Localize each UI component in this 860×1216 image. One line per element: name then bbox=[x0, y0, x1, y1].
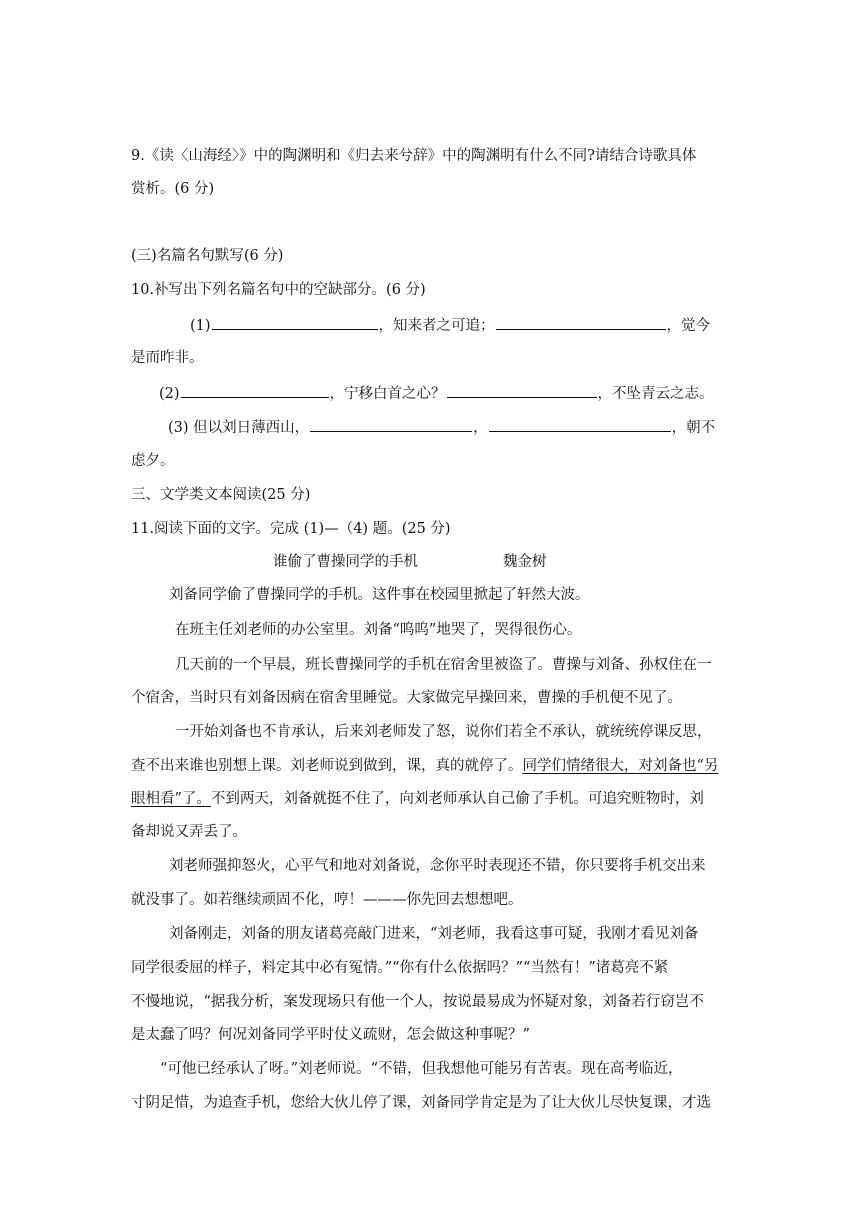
q10-title: 10.补写出下列名篇名句中的空缺部分。(6 分) bbox=[131, 282, 426, 298]
article-paragraph-4-line-3 bbox=[131, 789, 704, 809]
q10-blank-1a[interactable] bbox=[212, 315, 378, 330]
article-paragraph-5-line-2: 就没事了。如若继续顽固不化，哼！———你先回去想想吧。 bbox=[131, 892, 523, 908]
article-paragraph-6-line-1: 刘备刚走，刘备的朋友诸葛亮敲门进来，“刘老师，我看这事可疑，我刚才看见刘备 bbox=[169, 926, 699, 942]
article-paragraph-6-line-3: 不慢地说，“据我分析，案发现场只有他一个人，按说最易成为怀疑对象，刘备若行窃岂不 bbox=[131, 994, 704, 1010]
q10-item-1-middle: ，知来者之可追； bbox=[378, 318, 495, 334]
section-3-header: (三)名篇名句默写(6 分) bbox=[131, 248, 284, 264]
q10-item-2-middle: ，宁移白首之心？ bbox=[329, 386, 446, 402]
q10-item-3-end: ，朝不 bbox=[671, 420, 716, 436]
article-paragraph-3-line-2: 个宿舍，当时只有刘备因病在宿舍里睡觉。大家做完早操回来，曹操的手机便不见了。 bbox=[131, 690, 682, 706]
article-paragraph-4-line-2-text: 查不出来谁也别想上课。刘老师说到做到，课，真的就停了。 bbox=[131, 758, 523, 774]
q10-item-3-continued: 虑夕。 bbox=[131, 453, 175, 469]
q11-title: 11.阅读下面的文字。完成 (1)—（4) 题。(25 分) bbox=[131, 521, 451, 537]
q10-item-1-number: (1) bbox=[190, 318, 211, 334]
article-paragraph-4-line-4: 备却说又弄丢了。 bbox=[131, 824, 247, 840]
article-paragraph-4-line-1: 一开始刘备也不肯承认，后来刘老师发了怒，说你们若全不承认，就统统停课反思， bbox=[175, 724, 712, 740]
q9-line-2: 赏析。(6 分) bbox=[131, 181, 215, 197]
article-paragraph-6-line-4: 是太蠢了吗？何况刘备同学平时仗义疏财，怎会做这种事呢？” bbox=[131, 1027, 530, 1043]
q10-item-1 bbox=[190, 315, 710, 336]
q10-blank-3b[interactable] bbox=[489, 417, 671, 432]
article-title: 谁偷了曹操同学的手机 bbox=[273, 554, 418, 570]
q10-blank-2a[interactable] bbox=[181, 383, 329, 398]
article-author: 魏金树 bbox=[503, 554, 547, 570]
q10-item-3 bbox=[168, 417, 715, 438]
article-paragraph-1: 刘备同学偷了曹操同学的手机。这件事在校园里掀起了轩然大波。 bbox=[169, 587, 590, 603]
q10-item-3-middle: ， bbox=[473, 420, 488, 436]
q10-item-1-continued: 是而昨非。 bbox=[131, 350, 204, 366]
article-paragraph-7-line-2: 寸阴足惜，为追查手机，您给大伙儿停了课，刘备同学肯定是为了让大伙儿尽快复课，才选 bbox=[131, 1095, 711, 1111]
q10-item-2 bbox=[159, 383, 714, 404]
q10-blank-1b[interactable] bbox=[496, 315, 666, 330]
article-underlined-sentence-part-2: 眼相看”了。 bbox=[131, 791, 211, 807]
article-paragraph-6-line-2: 同学很委屈的样子，料定其中必有冤情。”“你有什么依据吗？”“当然有！”诸葛亮不紧 bbox=[131, 960, 669, 976]
q10-blank-3a[interactable] bbox=[310, 417, 472, 432]
q10-item-3-start: 但以刘日薄西山， bbox=[193, 420, 310, 436]
article-paragraph-3-line-1: 几天前的一个早晨，班长曹操同学的手机在宿舍里被盗了。曹操与刘备、孙权住在一 bbox=[175, 657, 712, 673]
part-3-header: 三、文学类文本阅读(25 分) bbox=[131, 487, 311, 503]
q9-line-1: 9.《读〈山海经〉》中的陶渊明和《归去来兮辞》中的陶渊明有什么不同?请结合诗歌具体 bbox=[131, 148, 697, 164]
q10-item-2-number: (2) bbox=[159, 386, 180, 402]
article-underlined-sentence-part-1: 同学们情绪很大，对刘备也“另 bbox=[522, 758, 719, 774]
q10-item-1-end: ，觉今 bbox=[666, 318, 711, 334]
article-paragraph-2: 在班主任刘老师的办公室里。刘备“呜呜”地哭了，哭得很伤心。 bbox=[175, 622, 582, 638]
article-paragraph-4-line-2 bbox=[131, 756, 718, 776]
article-paragraph-5-line-1: 刘老师强抑怒火，心平气和地对刘备说，念你平时表现还不错，你只要将手机交出来 bbox=[169, 858, 706, 874]
q10-blank-2b[interactable] bbox=[447, 383, 597, 398]
article-paragraph-7-line-1: “可他已经承认了呀。”刘老师说。“不错，但我想他可能另有苦衷。现在高考临近， bbox=[160, 1061, 683, 1077]
article-paragraph-4-line-3-text: 不到两天，刘备就挺不住了，向刘老师承认自己偷了手机。可追究赃物时，刘 bbox=[210, 791, 704, 807]
q10-item-3-number: (3) bbox=[168, 420, 189, 436]
q10-item-2-end: ，不坠青云之志。 bbox=[597, 386, 714, 402]
